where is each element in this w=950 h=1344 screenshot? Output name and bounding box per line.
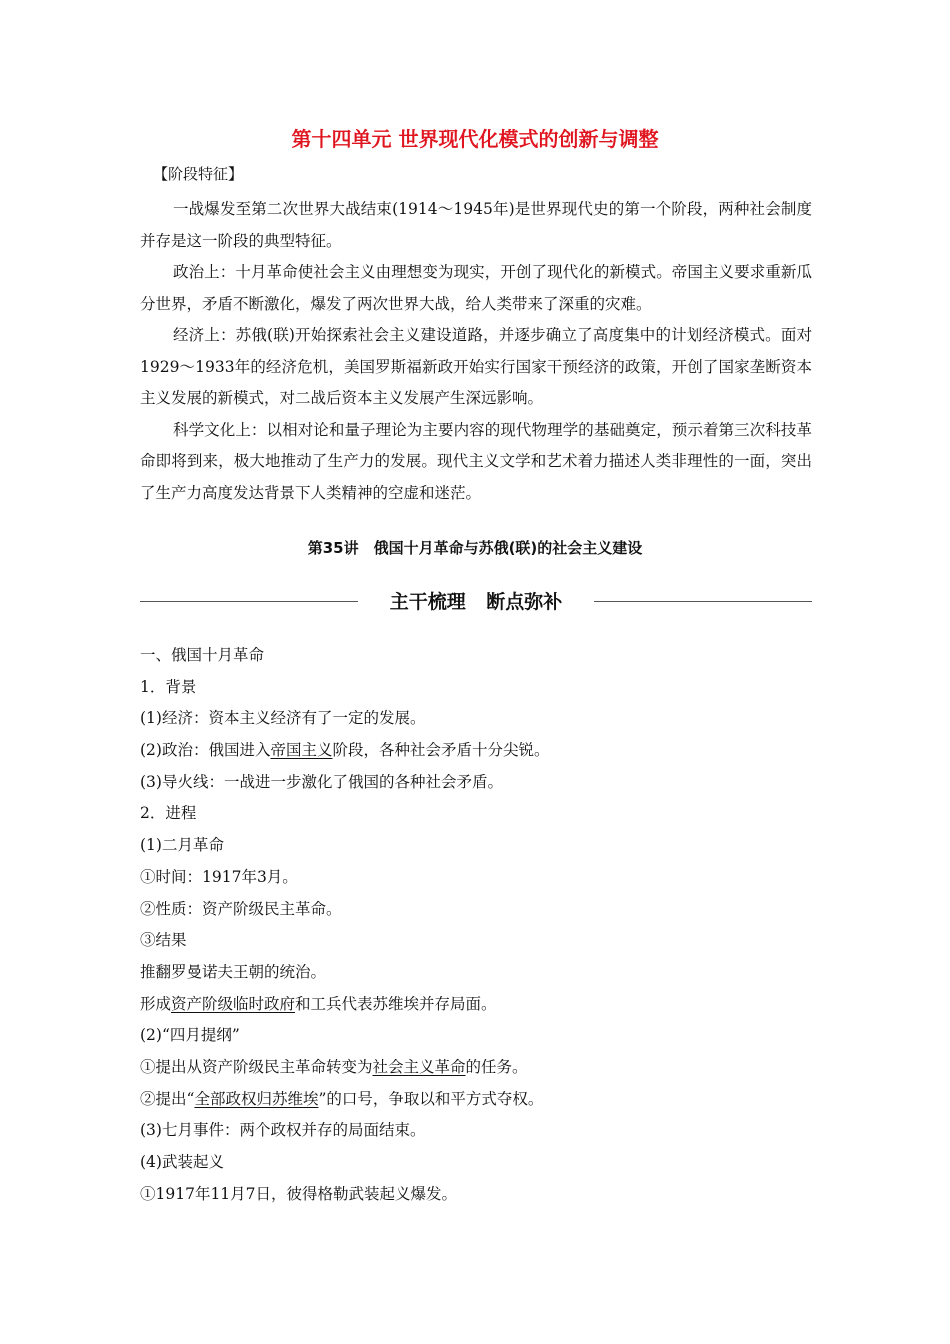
- underlined-term: 帝国主义: [270, 741, 333, 760]
- outline-item-theses-slogan: [140, 1084, 812, 1116]
- outline-item-uprising-date: ①1917年11月7日，彼得格勒武装起义爆发。: [140, 1184, 458, 1203]
- outline-text: ②提出“: [140, 1089, 195, 1108]
- outline-item-nature: ②性质：资产阶级民主革命。: [140, 899, 342, 918]
- overview-paragraph-science-culture: 科学文化上：以相对论和量子理论为主要内容的现代物理学的基础奠定，预示着第三次科技革命即将到来，极大地推动了生产力的发展。现代主义文学和艺术着力描述人类非理性的一面，突出了生产力高度发达背景下人类精神的空虚和迷茫。: [140, 420, 812, 502]
- section-banner: [140, 586, 812, 618]
- outline-item-process: 2．进程: [140, 804, 197, 823]
- stage-overview: [140, 194, 812, 509]
- outline-item-result: ③结果: [140, 931, 187, 950]
- outline-heading-october-revolution: 一、俄国十月革命: [140, 646, 265, 664]
- outline-text: 形成: [140, 994, 172, 1013]
- outline-text: ”的口号，争取以和平方式夺权。: [318, 1089, 544, 1108]
- outline-content: [140, 640, 812, 1210]
- outline-item-february-revolution: (1)二月革命: [140, 836, 224, 855]
- outline-text: 的任务。: [465, 1057, 528, 1076]
- outline-text: (2)政治：俄国进入: [140, 741, 271, 760]
- underlined-term: 资产阶级临时政府: [171, 994, 296, 1013]
- underlined-term: 全部政权归苏维埃: [194, 1089, 319, 1108]
- unit-title: 第十四单元 世界现代化模式的创新与调整: [291, 127, 659, 151]
- overview-paragraph-politics: 政治上：十月革命使社会主义由理想变为现实，开创了现代化的新模式。帝国主义要求重新瓜分世界，矛盾不断激化，爆发了两次世界大战，给人类带来了深重的灾难。: [140, 263, 812, 313]
- outline-item-dual-power: [140, 989, 812, 1021]
- outline-item-economy: (1)经济：资本主义经济有了一定的发展。: [140, 709, 426, 728]
- outline-item-background: 1．背景: [140, 677, 197, 696]
- underlined-term: 社会主义革命: [372, 1057, 466, 1076]
- banner-rule-right: [594, 601, 812, 602]
- outline-item-july-days: (3)七月事件：两个政权并存的局面结束。: [140, 1121, 426, 1140]
- outline-item-armed-uprising: (4)武装起义: [140, 1153, 224, 1171]
- outline-text: 阶段，各种社会矛盾十分尖锐。: [332, 741, 550, 760]
- section-banner-text: 主干梳理 断点弥补: [389, 591, 563, 613]
- stage-features-label: 【阶段特征】: [153, 165, 244, 183]
- outline-item-politics: [140, 735, 812, 767]
- overview-paragraph-general: 一战爆发至第二次世界大战结束(1914～1945年)是世界现代史的第一个阶段，两种社会制度并存是这一阶段的典型特征。: [140, 200, 812, 250]
- outline-item-overthrow: 推翻罗曼诺夫王朝的统治。: [140, 962, 327, 981]
- outline-item-theses-task: [140, 1052, 812, 1084]
- overview-paragraph-economy: 经济上：苏俄(联)开始探索社会主义建设道路，并逐步确立了高度集中的计划经济模式。面对1929～1933年的经济危机，美国罗斯福新政开始实行国家干预经济的政策，开创了国家垄断资本主义发展的新模式，对二战后资本主义发展产生深远影响。: [140, 326, 812, 407]
- outline-text: 和工兵代表苏维埃并存局面。: [295, 994, 497, 1013]
- outline-item-april-theses: (2)“四月提纲”: [140, 1026, 240, 1045]
- outline-item-time: ①时间：1917年3月。: [140, 867, 298, 886]
- outline-item-fuse: (3)导火线：一战进一步激化了俄国的各种社会矛盾。: [140, 772, 503, 791]
- outline-text: ①提出从资产阶级民主革命转变为: [140, 1057, 373, 1076]
- lecture-title: 第35讲 俄国十月革命与苏俄(联)的社会主义建设: [307, 539, 643, 557]
